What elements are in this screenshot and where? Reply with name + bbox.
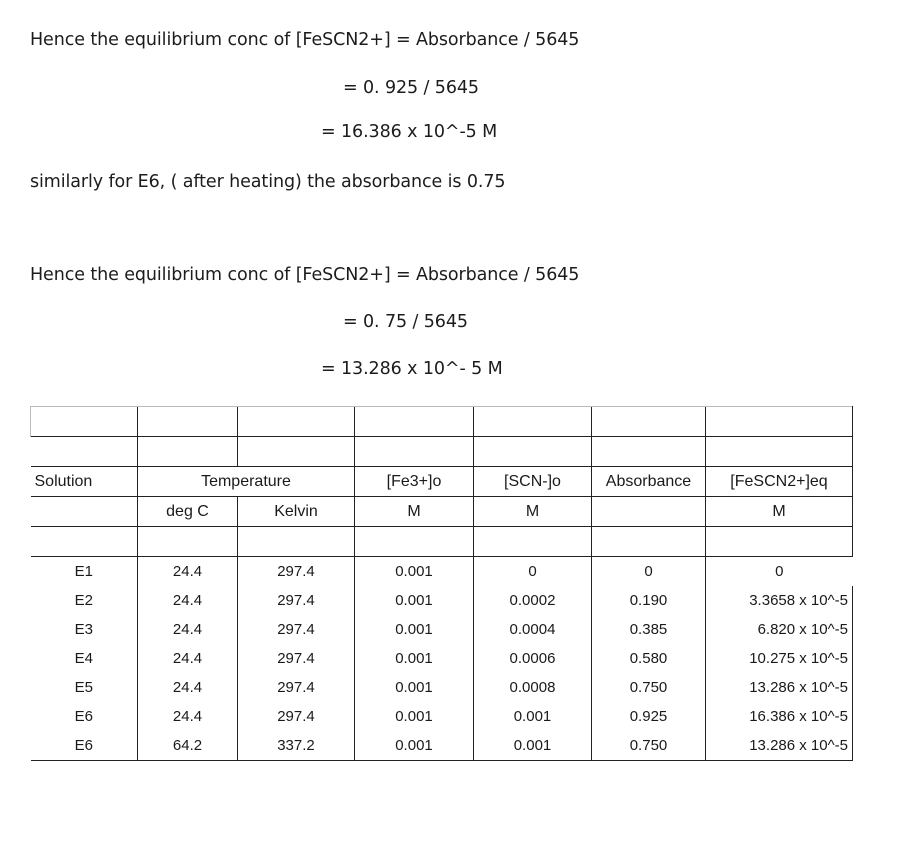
cell-fescn: 13.286 x 10^-5 [706,673,853,702]
unit-kelvin: Kelvin [238,497,355,527]
cell-absorbance: 0.580 [592,644,706,673]
cell-solution: E2 [74,592,93,609]
table-row [31,586,853,615]
table-spacer-row [31,527,853,557]
table-row [31,615,853,644]
cell-absorbance: 0.925 [592,702,706,731]
cell-kelvin: 297.4 [238,644,355,673]
text-line-4: similarly for E6, ( after heating) the absorbance is 0.75 [30,172,506,192]
unit-degc: deg C [138,497,238,527]
cell-solution: E6 [31,731,138,761]
cell-fe3: 0.001 [355,615,474,644]
header-absorbance: Absorbance [592,467,706,497]
cell-scn: 0.0002 [474,586,592,615]
cell-solution: E4 [74,650,93,667]
unit-scn: M [474,497,592,527]
cell-degc: 24.4 [138,586,238,615]
cell-fe3: 0.001 [355,702,474,731]
cell-degc: 24.4 [138,557,238,587]
header-fescn: [FeSCN2+]eq [706,467,853,497]
text-line-5: Hence the equilibrium conc of [FeSCN2+] = Absorbance / 5645 [30,265,580,285]
cell-fe3: 0.001 [355,586,474,615]
table-header-row [31,467,853,497]
text-line-7: = 13.286 x 10^- 5 M [321,359,503,379]
table-row [31,673,853,702]
cell-fescn: 10.275 x 10^-5 [706,644,853,673]
table-units-row [31,497,853,527]
cell-solution: E1 [31,557,138,587]
table-row [31,702,853,731]
cell-fe3: 0.001 [355,731,474,761]
cell-solution: E5 [74,679,93,696]
cell-fescn: 0 [706,557,853,587]
table-row [31,557,853,587]
cell-scn: 0 [474,557,592,587]
table-spacer-row [31,407,853,437]
cell-absorbance: 0.190 [592,586,706,615]
text-line-2: = 0. 925 / 5645 [343,78,479,98]
text-line-1: Hence the equilibrium conc of [FeSCN2+] = Absorbance / 5645 [30,30,580,50]
cell-kelvin: 297.4 [238,586,355,615]
cell-fe3: 0.001 [355,644,474,673]
cell-kelvin: 297.4 [238,673,355,702]
header-fe3: [Fe3+]o [355,467,474,497]
cell-degc: 64.2 [138,731,238,761]
unit-fescn: M [706,497,853,527]
cell-fe3: 0.001 [355,557,474,587]
header-solution: Solution [31,467,138,497]
cell-fescn: 3.3658 x 10^-5 [706,586,853,615]
header-temperature: Temperature [138,467,355,497]
cell-fescn: 13.286 x 10^-5 [706,731,853,761]
table-spacer-row [31,437,853,467]
data-table [30,406,853,761]
cell-absorbance: 0.750 [592,731,706,761]
text-line-6: = 0. 75 / 5645 [343,312,468,332]
cell-degc: 24.4 [138,702,238,731]
cell-fescn: 16.386 x 10^-5 [706,702,853,731]
cell-fe3: 0.001 [355,673,474,702]
cell-kelvin: 297.4 [238,557,355,587]
cell-kelvin: 337.2 [238,731,355,761]
cell-solution: E6 [74,708,93,725]
text-line-3: = 16.386 x 10^-5 M [321,122,498,142]
cell-absorbance: 0 [592,557,706,587]
cell-scn: 0.001 [474,731,592,761]
unit-fe3: M [355,497,474,527]
cell-kelvin: 297.4 [238,615,355,644]
cell-fescn: 6.820 x 10^-5 [706,615,853,644]
cell-solution: E3 [74,621,93,638]
table-row [31,644,853,673]
cell-degc: 24.4 [138,615,238,644]
table-row [31,731,853,761]
cell-scn: 0.001 [474,702,592,731]
cell-absorbance: 0.385 [592,615,706,644]
cell-kelvin: 297.4 [238,702,355,731]
cell-degc: 24.4 [138,644,238,673]
cell-scn: 0.0006 [474,644,592,673]
cell-scn: 0.0008 [474,673,592,702]
cell-degc: 24.4 [138,673,238,702]
cell-absorbance: 0.750 [592,673,706,702]
header-scn: [SCN-]o [474,467,592,497]
cell-scn: 0.0004 [474,615,592,644]
